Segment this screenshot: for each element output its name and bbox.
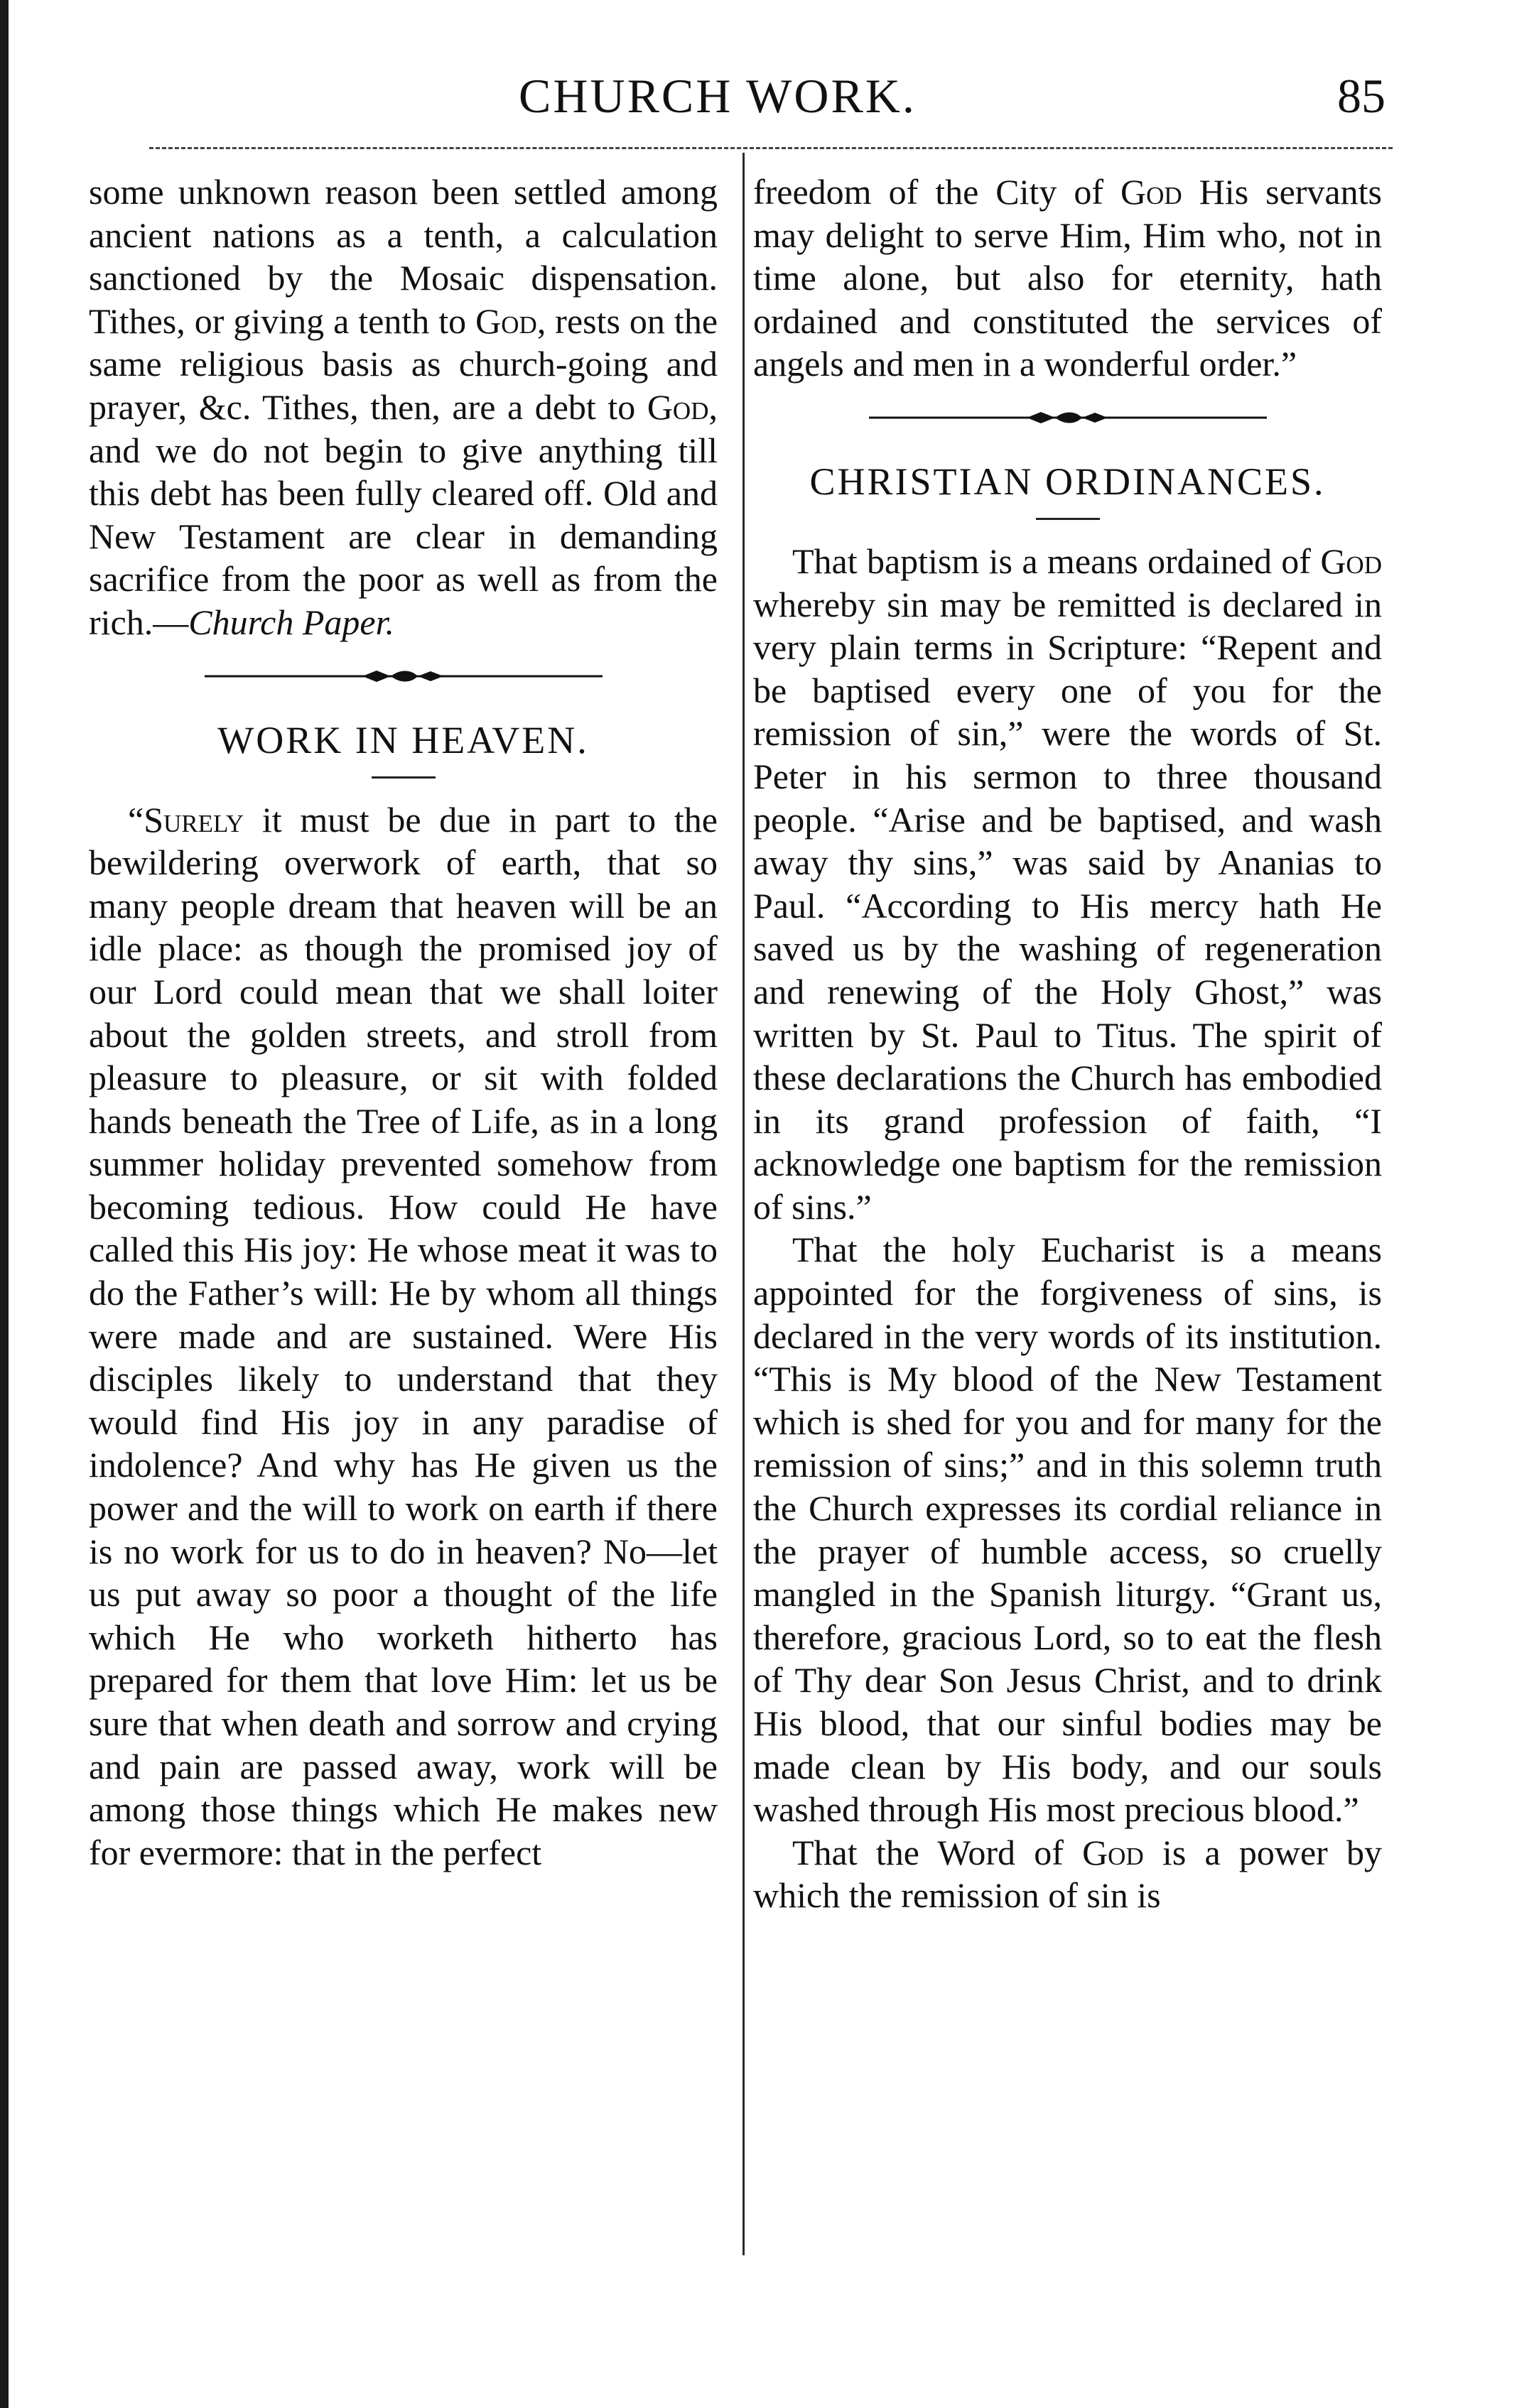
ornament-icon [205, 668, 603, 685]
god-small-caps: God [1320, 541, 1382, 581]
running-title: CHURCH WORK. [519, 69, 917, 123]
running-header [142, 64, 1386, 128]
heading-underline [372, 776, 436, 779]
god-small-caps: God [1082, 1832, 1144, 1872]
page-number: 85 [1337, 69, 1386, 123]
ornamental-divider [89, 644, 718, 708]
continued-paragraph: freedom of the City of God His servants may delight to serve Him, Him who, not in time alone, but also for eternity, hath ordained and constituted the services of angels and men in a wonderful order.” [753, 172, 1382, 384]
left-column [89, 170, 718, 1874]
work-in-heaven-paragraph: “Surely it must be due in part to the bewildering overwork of earth, that so many people dream that heaven will be an idle place: as though the promised joy of our Lord could mean that we shall loiter about the golden streets, and stroll from pleasure to pleasure, or sit with folded hands beneath the Tree of Life, as in a long summer holiday prevented somehow from becoming tedious. How could He have called this His joy: He whose meat it was to do the Father’s will: He by whom all things were made and are sustained. Were His disciples likely to understand that they would find His joy in any paradise of indolence? And why has He given us the power and the will to work on earth if there is no work for us to do in heaven? No—let us put away so poor a thought of the life which He who worketh hitherto has prepared for them that love Him: let us be sure that when death and sorrow and crying and pain are passed away, work will be among those things which He makes new for evermore: that in the perfect [89, 799, 718, 1872]
source-attribution: Church Paper. [188, 602, 395, 642]
eucharist-paragraph: That the holy Eucharist is a means appointed for the forgiveness of sins, is declared in the very words of its institution. “This is My blood of the New Testament which is shed for you and for many for the remission of sins;” and in this solemn truth the Church expresses its cordial reliance in the prayer of humble access, so cruelly mangled in the Spanish liturgy. “Grant us, therefore, gracious Lord, so to eat the flesh of Thy dear Son Jesus Christ, and to drink His blood, that our sinful bodies may be made clean by His body, and our souls washed through His most precious blood.” [753, 1230, 1382, 1830]
ornament-icon [869, 409, 1267, 426]
baptism-paragraph: That baptism is a means ordained of God whereby sin may be remitted is declared in very plain terms in Scripture: “Repent and be baptised every one of you for the remission of sin,” were the words of St. Peter in his sermon to three thousand people. “Arise and be baptised, and wash away thy sins,” was said by Ananias to Paul. “According to His mercy hath He saved us by the washing of regeneration and renewing of the Holy Ghost,” was written by St. Paul to Titus. The spirit of these declarations the Church has embodied in its grand profession of faith, “I acknowledge one baptism for the remission of sins.” [753, 541, 1382, 1227]
header-rule [149, 147, 1393, 149]
tithes-paragraph: some unknown reason been settled among ancient nations as a tenth, a calculation sanctioned by the Mosaic dispensation. Tithes, or giving a tenth to God, rests on the same religious basis as church-going and prayer, &c. Tithes, then, are a debt to God, and we do not begin to give anything till this debt has been fully cleared off. Old and New Testament are clear in demanding sacrifice from the poor as well as from the rich.—Church Paper. [89, 172, 718, 642]
god-small-caps: God [475, 300, 537, 341]
right-column [753, 170, 1382, 1917]
god-small-caps: God [647, 386, 709, 427]
column-divider [742, 153, 745, 2255]
page-binding-edge [0, 0, 9, 2408]
section-heading-work-in-heaven: WORK IN HEAVEN. [217, 718, 589, 761]
opening-word: “Surely [128, 799, 244, 840]
god-small-caps: God [1120, 172, 1182, 212]
section-heading-christian-ordinances: CHRISTIAN ORDINANCES. [809, 460, 1326, 503]
ornamental-divider [753, 386, 1382, 450]
word-of-god-paragraph: That the Word of God is a power by which the remission of sin is [753, 1832, 1382, 1916]
heading-underline [1036, 518, 1100, 520]
